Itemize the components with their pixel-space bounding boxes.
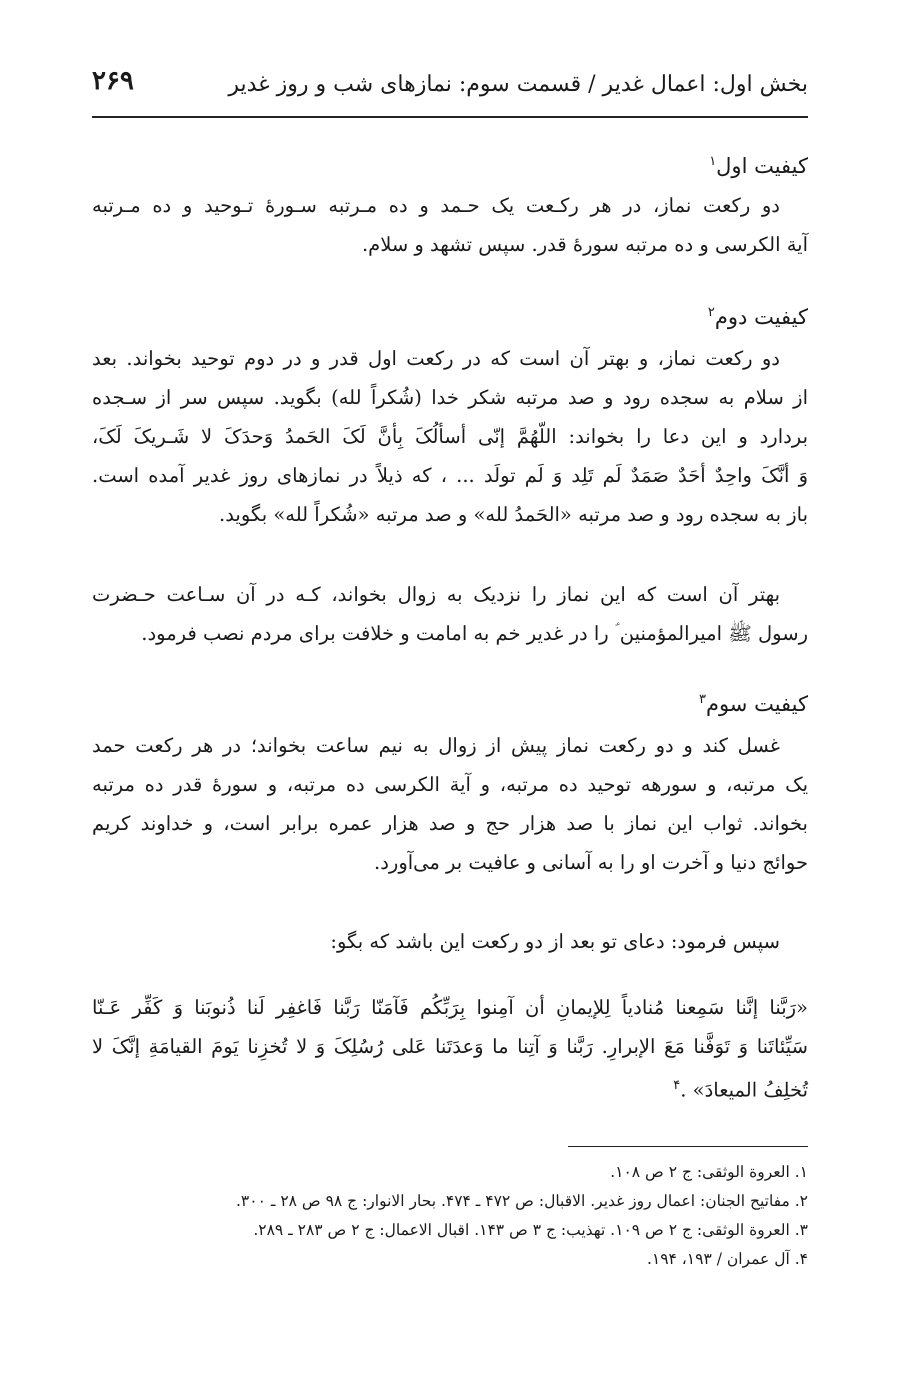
footnote-marker-1: ۱	[709, 154, 717, 169]
heading-text: کیفیت دوم	[714, 305, 808, 329]
text-line: از سلام به سجده رود و صد مرتبه شکر خدا (شُکراً لله) بگوید. سپس سر از سـجده	[92, 386, 808, 409]
supplication-quote	[92, 988, 808, 1105]
running-header-title: بخش اول: اعمال غدیر / قسمت سوم: نمازهای شب و روز غدیر	[228, 72, 808, 97]
paragraph-third-method	[92, 726, 808, 882]
text-line: باز به سجده رود و صد مرتبه «الحَمدُ لله» و صد مرتبه «شُکراً لله» بگوید.	[219, 503, 808, 526]
paragraph-best-time	[92, 575, 808, 653]
text-line: رسول ﷺ امیرالمؤمنین ؑ را در غدیر خم به امامت و خلافت برای مردم نصب فرمود.	[141, 622, 808, 645]
footnote-item: ۳. العروة الوثقی: ج ۲ ص ۱۰۹. تهذیب: ج ۳ ص ۱۴۳. اقبال الاعمال: ج ۲ ص ۲۸۳ ـ ۲۸۹.	[253, 1221, 808, 1239]
header-rule	[92, 116, 808, 118]
footnote-marker-2: ۲	[707, 305, 715, 320]
footnote-item: ۱. العروة الوثقی: ج ۲ ص ۱۰۸.	[610, 1163, 808, 1181]
text-line: آیة الکرسی و ده مرتبه سورهٔ قدر. سپس تشهد و سلام.	[361, 233, 808, 256]
text-line: بردارد و این دعا را بخواند: اللّهُمَّ إنّی أسألُکَ بِأنَّ لَکَ الحَمدُ وَحدَکَ لا شَـریکَ لَکَ،	[92, 425, 808, 448]
footnote-marker-3: ۳	[698, 692, 706, 707]
text-line: سَیِّئاتَنا وَ تَوَفَّنا مَعَ الإبرارِ. رَبَّنا وَ آتِنا ما وَعدَتَنا عَلی رُسُلِکَ وَ لا تُخزِنا یَومَ القیامَةِ إنَّکَ لا	[92, 1035, 808, 1058]
text-line: بهتر آن است که این نماز را نزدیک به زوال بخواند، کـه در آن سـاعت حـضرت	[92, 583, 780, 606]
text-line: غسل کند و دو رکعت نماز پیش از زوال به نیم ساعت بخواند؛ در هر رکعت حمد	[92, 734, 780, 757]
footnote-marker-4: ۴	[673, 1078, 681, 1093]
section-first-method	[92, 142, 808, 182]
text-line: وَ أنَّکَ واحِدٌ أحَدٌ صَمَدٌ لَم تَلِد وَ لَم تولَد ... ، که ذیلاً در نمازهای روز غدیر آمده است.	[92, 464, 808, 487]
page-number: ۲۶۹	[92, 66, 134, 96]
heading-text: کیفیت سوم	[705, 692, 808, 716]
footnotes	[92, 1158, 808, 1274]
footnote-item: ۴. آل عمران / ۱۹۳، ۱۹۴.	[646, 1250, 808, 1268]
section-third-method	[92, 680, 808, 720]
footnote-item: ۲. مفاتیح الجنان: اعمال روز غدیر. الاقبال: ص ۴۷۲ ـ ۴۷۴. بحار الانوار: ج ۹۸ ص ۲۸ ـ ۳۰۰.	[235, 1192, 808, 1210]
text-line: حوائج دنیا و آخرت او را به آسانی و عافیت بر می‌آورد.	[374, 851, 808, 874]
section-heading-second	[92, 293, 808, 333]
text-line	[92, 1066, 808, 1105]
paragraph-instruction	[92, 922, 808, 961]
text-line: دو رکعت نماز، در هر رکـعت یک حـمد و ده مـرتبه سـورهٔ تـوحید و ده مـرتبه	[92, 194, 780, 217]
text-line: دو رکعت نماز، و بهتر آن است که در رکعت اول قدر و در دوم توحید بخواند. بعد	[92, 347, 780, 370]
heading-text: کیفیت اول	[716, 154, 808, 178]
footnote-rule	[568, 1146, 808, 1147]
text-line: سپس فرمود: دعای تو بعد از دو رکعت این باشد که بگو:	[330, 930, 780, 953]
text-line: یک مرتبه، و سورهه توحید ده مرتبه، و آیة الکرسی ده مرتبه، و سورهٔ قدر ده مرتبه	[92, 773, 808, 796]
text-span: تُخلِفُ المیعادَ» .	[680, 1078, 808, 1102]
section-heading-third	[92, 680, 808, 720]
text-line: بخواند. ثواب این نماز با صد هزار حج و صد هزار عمره برابر است، و خداوند کریم	[92, 812, 808, 835]
paragraph-second-method	[92, 339, 808, 534]
section-second-method	[92, 293, 808, 333]
text-line: «رَبَّنا إنَّنا سَمِعنا مُنادیاً لِلإیمانِ أن آمِنوا بِرَبِّکُم فَآمَنّا رَبَّنا فَاغفِر لَنا ذُنوبَنا وَ کَفِّر عَـنّا	[92, 996, 808, 1019]
section-heading-first	[92, 142, 808, 182]
paragraph-first-method	[92, 186, 808, 264]
